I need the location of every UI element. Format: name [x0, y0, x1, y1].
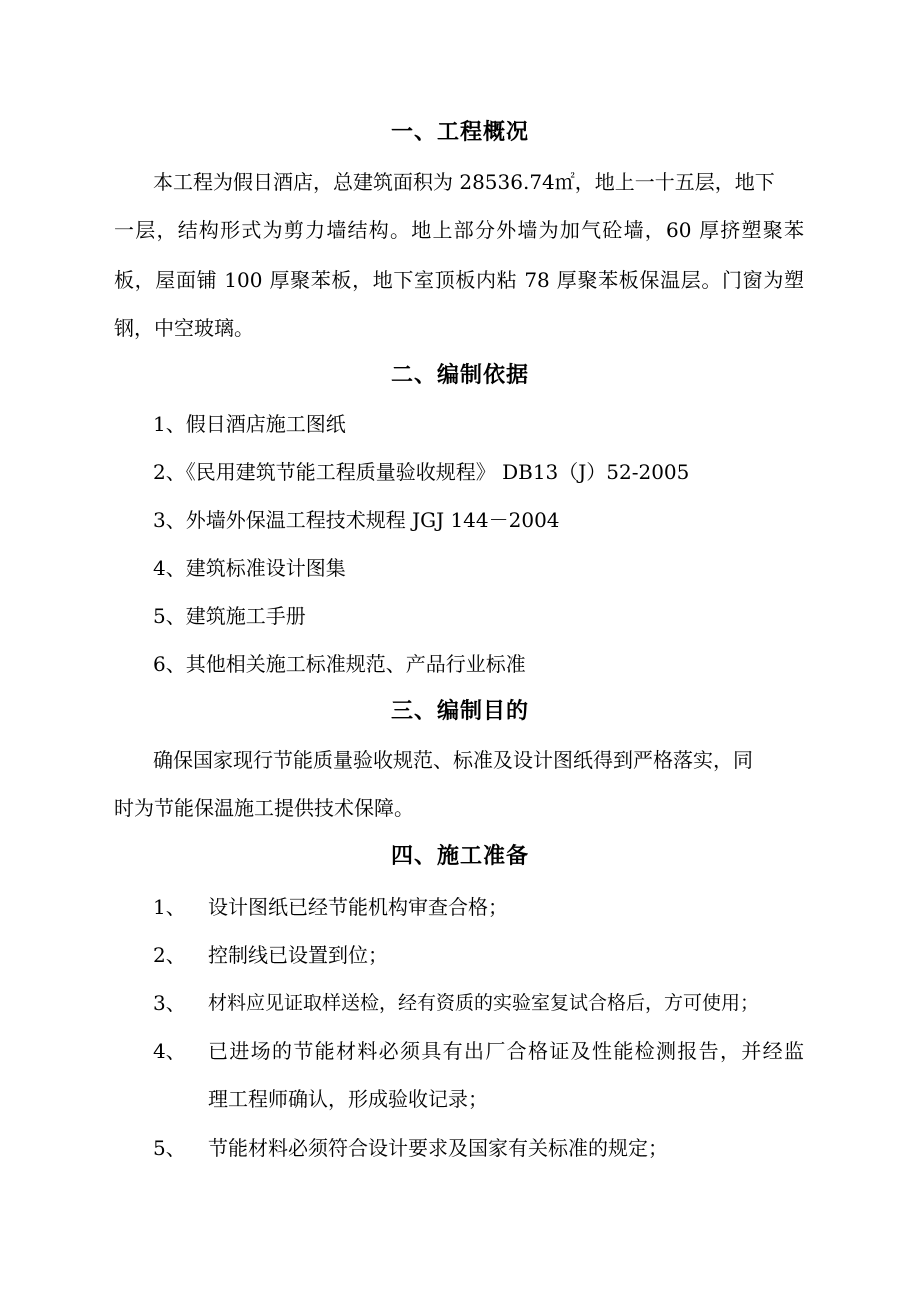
overview-line-4: 钢，中空玻璃。 [114, 316, 254, 340]
prep-step-text-continued: 理工程师确认，形成验收记录； [208, 1087, 488, 1111]
overview-line-3: 板，屋面铺 100 厚聚苯板，地下室顶板内粘 78 厚聚苯板保温层。门窗为塑 [114, 268, 804, 292]
prep-step-text: 控制线已设置到位； [208, 943, 388, 967]
section-heading-basis: 二、编制依据 [390, 363, 529, 388]
prep-step-number: 1、 [153, 895, 186, 919]
section-heading-preparation: 四、施工准备 [390, 844, 529, 869]
prep-step-text: 节能材料必须符合设计要求及国家有关标准的规定； [208, 1136, 668, 1160]
basis-item-4: 4、建筑标准设计图集 [153, 556, 346, 580]
prep-step-number: 4、 [153, 1039, 186, 1063]
purpose-line-2: 时为节能保温施工提供技术保障。 [114, 796, 414, 820]
prep-step-text: 已进场的节能材料必须具有出厂合格证及性能检测报告，并经监 [208, 1039, 804, 1063]
overview-line-1: 本工程为假日酒店，总建筑面积为 28536.74㎡，地上一十五层，地下 [153, 170, 775, 194]
overview-line-2: 一层，结构形式为剪力墙结构。地上部分外墙为加气砼墙，60 厚挤塑聚苯 [114, 218, 804, 242]
prep-step-number: 2、 [153, 943, 186, 967]
basis-item-1: 1、假日酒店施工图纸 [153, 412, 346, 436]
basis-item-3: 3、外墙外保温工程技术规程 JGJ 144－2004 [153, 508, 560, 532]
section-heading-purpose: 三、编制目的 [390, 699, 529, 724]
purpose-line-1: 确保国家现行节能质量验收规范、标准及设计图纸得到严格落实，同 [153, 748, 753, 772]
basis-item-2: 2、《民用建筑节能工程质量验收规程》 DB13（J）52-2005 [153, 460, 690, 484]
basis-item-6: 6、其他相关施工标准规范、产品行业标准 [153, 652, 526, 676]
prep-step-text: 设计图纸已经节能机构审查合格； [208, 895, 508, 919]
basis-item-5: 5、建筑施工手册 [153, 604, 306, 628]
prep-step-number: 5、 [153, 1136, 186, 1160]
section-heading-overview: 一、工程概况 [390, 120, 529, 145]
prep-step-number: 3、 [153, 991, 186, 1015]
prep-step-text: 材料应见证取样送检，经有资质的实验室复试合格后，方可使用； [208, 992, 760, 1014]
